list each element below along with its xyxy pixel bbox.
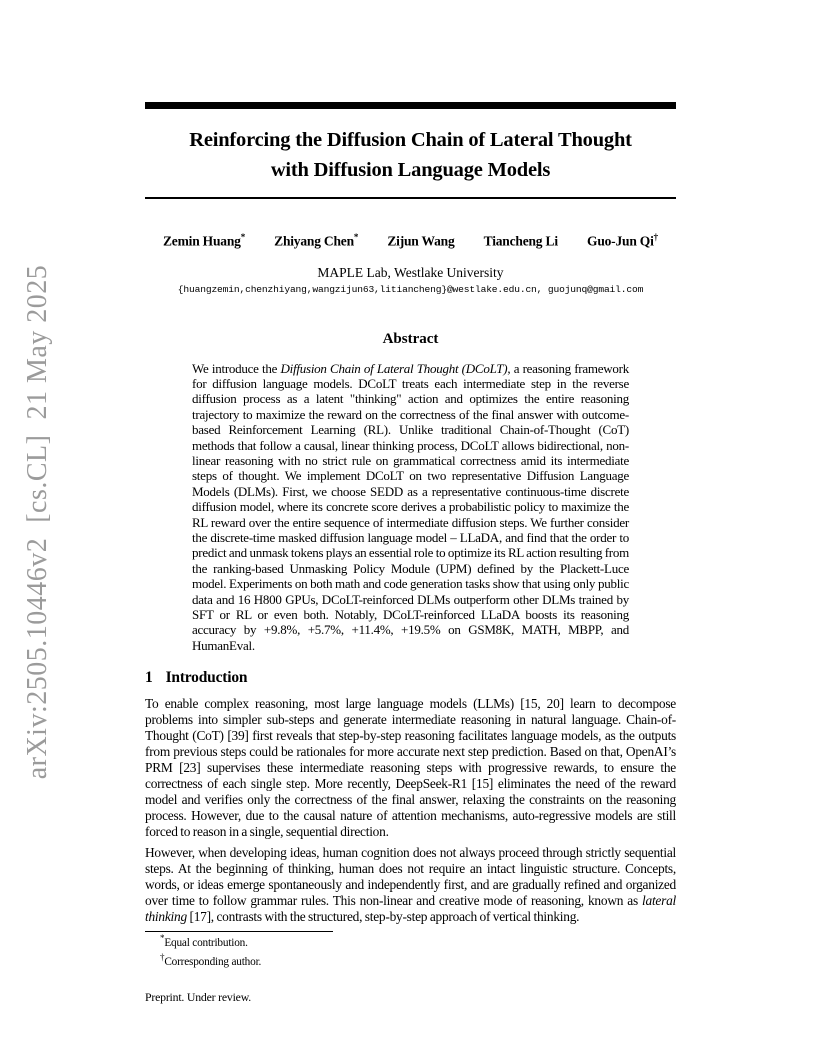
footnote-2-mark: †	[160, 951, 165, 962]
author-1	[163, 232, 245, 250]
abstract-heading: Abstract	[382, 330, 439, 347]
footnote-corresponding-author	[145, 951, 676, 970]
author-2-name: Zhiyang Chen	[274, 233, 354, 249]
section-heading-introduction	[145, 669, 676, 687]
paper-title-line-2: with Diffusion Language Models	[270, 159, 551, 181]
title-rule-top	[145, 102, 676, 109]
arxiv-stamp: arXiv:2505.10446v2 [cs.CL] 21 May 2025	[22, 264, 53, 780]
intro-paragraph-1: To enable complex reasoning, most large language models (LLMs) [15, 20] learn to decompose problems into simpler sub-steps and generate intermediate reasoning in natural language. Chain-of-Thought (CoT) [39] first reveals that step-by-step reasoning facilitates language models, as the outputs from previous steps could be rationales for more accurate next step prediction. Based on that, OpenAI’s PRM [23] supervises these intermediate reasoning steps with progressive rewards, to ensure the correctness of each single step. More recently, DeepSeek-R1 [15] eliminates the need of the reward model and verifies only the correctness of the final answer, relaxing the constraints on the reasoning process. However, due to the causal nature of attention mechanisms, auto-regressive models are still forced to reason in a single, sequential direction.	[145, 696, 676, 840]
title-rule-bottom	[145, 197, 676, 199]
author-2-mark: *	[353, 232, 359, 242]
authors-row	[145, 232, 676, 250]
author-4-name: Tiancheng Li	[483, 233, 558, 249]
paper-title	[145, 125, 676, 185]
section-number: 1	[145, 669, 153, 687]
section-title: Introduction	[165, 669, 248, 687]
footnote-equal-contribution	[145, 932, 676, 951]
author-4	[484, 232, 558, 250]
author-3-name: Zijun Wang	[387, 233, 455, 249]
paper-content	[145, 0, 676, 1005]
footnote-2-text: Corresponding author.	[164, 955, 262, 968]
email-line: {huangzemin,chenzhiyang,wangzijun63,litiancheng}@westlake.edu.cn, guojunq@gmail.com	[177, 283, 644, 295]
paper-title-line-1: Reinforcing the Diffusion Chain of Lateral Thought	[189, 129, 632, 151]
author-1-mark: *	[240, 232, 246, 242]
footnote-1-mark: *	[160, 933, 165, 944]
abstract-body: We introduce the Diffusion Chain of Lateral Thought (DCoLT), a reasoning framework for diffusion language models. DCoLT treats each intermediate step in the reverse diffusion process as a latent "thinking" action and optimizes the entire reasoning trajectory to maximize the reward on the correctness of the final answer with outcome-based Reinforcement Learning (RL). Unlike traditional Chain-of-Thought (CoT) methods that follow a causal, linear thinking process, DCoLT allows bidirectional, non-linear reasoning with no strict rule on grammatical correctness amid its intermediate steps of thought. We implement DCoLT on two representative Diffusion Language Models (DLMs). First, we choose SEDD as a representative continuous-time discrete diffusion model, where its concrete score derives a probabilistic policy to maximize the RL reward over the entire sequence of intermediate diffusion steps. We further consider the discrete-time masked diffusion language model – LLaDA, and find that the order to predict and unmask tokens plays an essential role to optimize its RL action resulting from the ranking-based Unmasking Policy Module (UPM) defined by the Plackett-Luce model. Experiments on both math and code generation tasks show that using only public data and 16 H800 GPUs, DCoLT-reinforced DLMs outperform other DLMs trained by SFT or RL or even both. Notably, DCoLT-reinforced LLaDA boosts its reasoning accuracy by +9.8%, +5.7%, +11.4%, +19.5% on GSM8K, MATH, MBPP, and HumanEval.	[192, 360, 629, 653]
intro-paragraph-2: However, when developing ideas, human cognition does not always proceed through strictly sequential steps. At the beginning of thinking, human does not require an intact linguistic structure. Concepts, words, or ideas emerge spontaneously and independently first, and are gradually refined and organized over time to follow grammar rules. This non-linear and creative mode of reasoning, known as lateral thinking [17], contrasts with the structured, step-by-step approach of vertical thinking.	[145, 845, 676, 925]
affiliation: MAPLE Lab, Westlake University	[317, 264, 504, 280]
author-5-mark: †	[653, 232, 658, 242]
author-1-name: Zemin Huang	[163, 233, 241, 249]
author-5-name: Guo-Jun Qi	[587, 233, 654, 249]
preprint-footer: Preprint. Under review.	[145, 990, 252, 1005]
author-2	[274, 232, 358, 250]
author-3	[387, 232, 454, 250]
footnote-1-text: Equal contribution.	[164, 936, 248, 949]
author-5	[587, 232, 658, 250]
